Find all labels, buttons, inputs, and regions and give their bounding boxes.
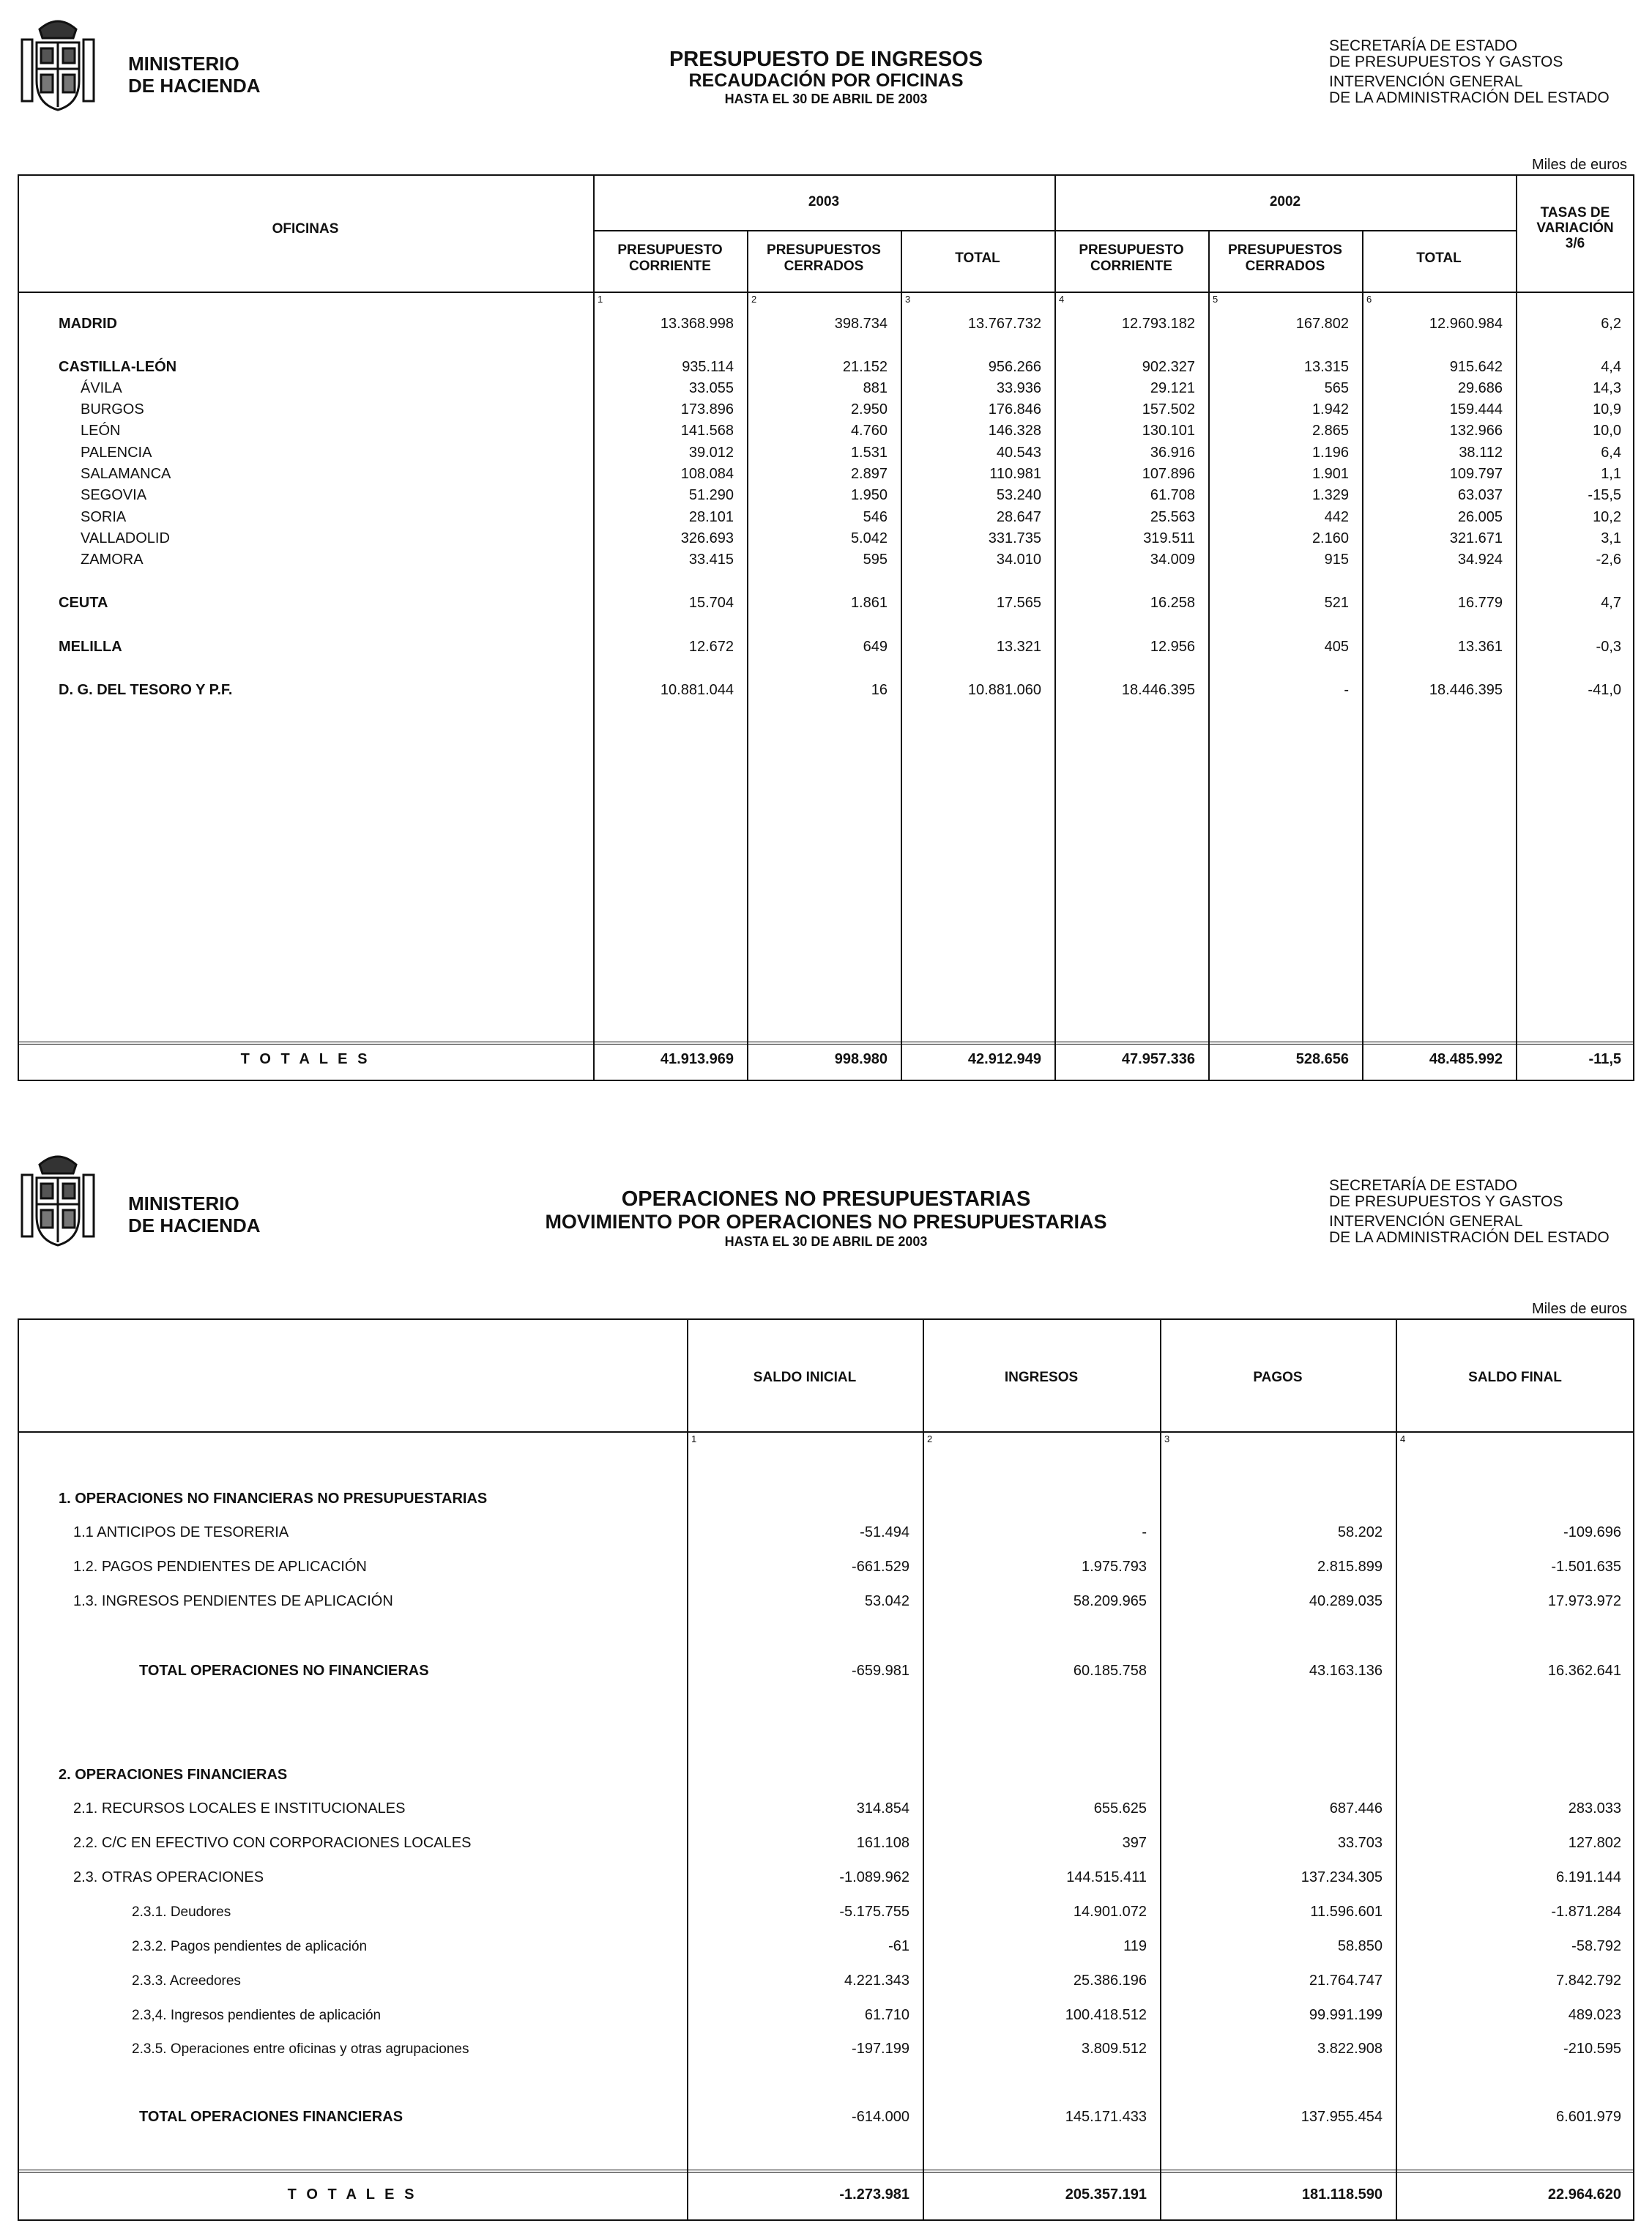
table-cell-value: -661.529 xyxy=(852,1559,909,1575)
table-cell-value: 2.160 xyxy=(1311,530,1349,546)
table-cell-value: 2.897 xyxy=(850,466,888,482)
table-cell-value: 405 xyxy=(1324,639,1349,655)
table-cell-value: 18.446.395 xyxy=(1429,682,1503,698)
table-cell-value: 137.234.305 xyxy=(1301,1869,1383,1885)
column-divider xyxy=(1160,1318,1161,2221)
table-cell-value: 397 xyxy=(1122,1835,1147,1851)
table-cell-value: 40.289.035 xyxy=(1309,1593,1383,1609)
report-subtitle: MOVIMIENTO POR OPERACIONES NO PRESUPUESTARIAS xyxy=(545,1211,1107,1233)
operation-name: TOTAL OPERACIONES NO FINANCIERAS xyxy=(139,1663,429,1679)
year-header-2002: 2002 xyxy=(1269,194,1301,209)
table-cell-value: 13.767.732 xyxy=(967,316,1041,332)
table-cell-value: 1.942 xyxy=(1311,401,1349,418)
totals-value: 41.913.969 xyxy=(660,1051,734,1067)
table-cell-value: 107.896 xyxy=(1142,466,1195,482)
office-name: BURGOS xyxy=(81,401,144,418)
table-cell-value: 283.033 xyxy=(1568,1800,1621,1817)
table-cell-value: 7.842.792 xyxy=(1556,1973,1621,1989)
table-cell-value: -197.199 xyxy=(852,2041,909,2057)
table-cell-value: 13.361 xyxy=(1457,639,1503,655)
table-cell-value: 157.502 xyxy=(1142,401,1195,418)
table-cell-value: 1,1 xyxy=(1601,466,1621,482)
table-cell-value: 1.861 xyxy=(850,595,888,611)
table-cell-value: 145.171.433 xyxy=(1065,2109,1147,2125)
table-cell-value: 34.010 xyxy=(996,552,1041,568)
table-cell-value: 17.565 xyxy=(996,595,1041,611)
table-cell-value: 38.112 xyxy=(1459,445,1503,461)
table-cell-value: 649 xyxy=(863,639,888,655)
table-cell-value: 2.815.899 xyxy=(1317,1559,1383,1575)
table-cell-value: 331.735 xyxy=(988,530,1041,546)
header-divider xyxy=(18,1431,1634,1433)
column-number: 5 xyxy=(1213,294,1218,305)
table-cell-value: 26.005 xyxy=(1457,509,1503,525)
totals-value: 205.357.191 xyxy=(1065,2186,1147,2203)
units-label: Miles de euros xyxy=(1531,157,1627,173)
table-cell-value: 655.625 xyxy=(1093,1800,1147,1817)
office-name: SORIA xyxy=(81,509,127,525)
table-cell-value: 3.822.908 xyxy=(1317,2041,1383,2057)
operation-name: 2.2. C/C EN EFECTIVO CON CORPORACIONES LOCALES xyxy=(73,1835,472,1851)
subcolumn-header: CERRADOS xyxy=(784,259,864,274)
table-cell-value: 176.846 xyxy=(988,401,1041,418)
table-cell-value: 58.202 xyxy=(1337,1524,1383,1540)
table-cell-value: 58.850 xyxy=(1337,1938,1383,1954)
table-cell-value: 4,4 xyxy=(1601,359,1621,375)
column-number: 4 xyxy=(1400,1433,1406,1444)
operation-name: 2.3.1. Deudores xyxy=(132,1904,231,1920)
operation-name: TOTAL OPERACIONES FINANCIERAS xyxy=(139,2109,403,2125)
subcolumn-header: CERRADOS xyxy=(1245,259,1325,274)
column-divider xyxy=(1396,1318,1397,2221)
column-header: INGRESOS xyxy=(1004,1370,1079,1385)
table-cell-value: 108.084 xyxy=(680,466,734,482)
table-cell-value: 110.981 xyxy=(989,466,1041,482)
table-cell-value: -5.175.755 xyxy=(839,1904,909,1920)
table-frame xyxy=(18,174,1634,1081)
column-number: 2 xyxy=(927,1433,933,1444)
table-cell-value: 36.916 xyxy=(1150,445,1195,461)
table-cell-value: 595 xyxy=(863,552,888,568)
table-cell-value: 99.991.199 xyxy=(1309,2007,1383,2023)
table-cell-value: 16.362.641 xyxy=(1547,1663,1621,1679)
ministry-name: MINISTERIO DE HACIENDA xyxy=(128,53,261,97)
table-cell-value: -1.089.962 xyxy=(839,1869,909,1885)
table-cell-value: -61 xyxy=(888,1938,909,1954)
column-header: SALDO INICIAL xyxy=(753,1370,857,1385)
table-cell-value: 16 xyxy=(871,682,888,698)
office-name: ZAMORA xyxy=(81,552,144,568)
header-divider xyxy=(18,292,1634,293)
operation-name: 2.3.3. Acreedores xyxy=(132,1973,241,1989)
report-title: PRESUPUESTO DE INGRESOS xyxy=(669,48,983,71)
subcolumn-header: TOTAL xyxy=(1416,251,1462,266)
table-cell-value: 4,7 xyxy=(1601,595,1621,611)
secretaria-block: SECRETARÍA DE ESTADO DE PRESUPUESTOS Y GASTOS INTERVENCIÓN GENERAL DE LA ADMINISTRACIÓN DEL ESTADO xyxy=(1329,1177,1610,1246)
operation-name: 1. OPERACIONES NO FINANCIERAS NO PRESUPUESTARIAS xyxy=(59,1491,488,1507)
table-cell-value: 127.802 xyxy=(1568,1835,1621,1851)
table-cell-value: 1.901 xyxy=(1311,466,1349,482)
table-cell-value: 3,1 xyxy=(1601,530,1621,546)
table-cell-value: 53.042 xyxy=(864,1593,909,1609)
column-number: 2 xyxy=(751,294,757,305)
subcolumn-header: PRESUPUESTOS xyxy=(767,242,881,258)
table-cell-value: 100.418.512 xyxy=(1065,2007,1147,2023)
table-cell-value: 17.973.972 xyxy=(1547,1593,1621,1609)
table-cell-value: 34.009 xyxy=(1150,552,1195,568)
table-cell-value: 12.793.182 xyxy=(1121,316,1195,332)
table-cell-value: 442 xyxy=(1324,509,1349,525)
column-number: 6 xyxy=(1366,294,1372,305)
table-cell-value: 39.012 xyxy=(688,445,734,461)
table-cell-value: 881 xyxy=(863,380,888,396)
office-name: SEGOVIA xyxy=(81,487,147,503)
table-cell-value: -109.696 xyxy=(1563,1524,1621,1540)
table-cell-value: 21.152 xyxy=(842,359,888,375)
office-name: CEUTA xyxy=(59,595,108,611)
totals-label: T O T A L E S xyxy=(287,2186,417,2203)
table-cell-value: 14.901.072 xyxy=(1073,1904,1147,1920)
totals-value: -1.273.981 xyxy=(839,2186,909,2203)
operation-name: 2.3.5. Operaciones entre oficinas y otras agrupaciones xyxy=(132,2041,469,2057)
table-cell-value: -41,0 xyxy=(1588,682,1621,698)
table-cell-value: 25.386.196 xyxy=(1073,1973,1147,1989)
column-number: 3 xyxy=(1164,1433,1170,1444)
table-cell-value: 119 xyxy=(1123,1938,1147,1954)
table-cell-value: -0,3 xyxy=(1596,639,1621,655)
column-header: PAGOS xyxy=(1253,1370,1303,1385)
column-number: 1 xyxy=(598,294,603,305)
table-cell-value: 12.672 xyxy=(688,639,734,655)
table-cell-value: 398.734 xyxy=(834,316,888,332)
table-cell-value: 314.854 xyxy=(856,1800,909,1817)
table-cell-value: 6.601.979 xyxy=(1556,2109,1621,2125)
table-cell-value: 489.023 xyxy=(1568,2007,1621,2023)
table-cell-value: 33.936 xyxy=(996,380,1041,396)
totals-divider xyxy=(18,1042,1634,1045)
table-cell-value: 6,4 xyxy=(1601,445,1621,461)
table-cell-value: -1.501.635 xyxy=(1551,1559,1621,1575)
table-cell-value: 6.191.144 xyxy=(1556,1869,1621,1885)
subcolumn-header: PRESUPUESTO xyxy=(617,242,723,258)
column-header-tasas: TASAS DE xyxy=(1540,205,1610,220)
column-divider xyxy=(923,1318,924,2221)
table-cell-value: 1.329 xyxy=(1311,487,1349,503)
totals-value: 48.485.992 xyxy=(1429,1051,1503,1067)
table-cell-value: 10,9 xyxy=(1593,401,1621,418)
report-date: HASTA EL 30 DE ABRIL DE 2003 xyxy=(724,92,928,106)
column-divider xyxy=(1516,174,1517,1081)
ministry-name: MINISTERIO DE HACIENDA xyxy=(128,1192,261,1236)
table-cell-value: 1.975.793 xyxy=(1082,1559,1147,1575)
table-cell-value: 159.444 xyxy=(1449,401,1503,418)
operation-name: 2. OPERACIONES FINANCIERAS xyxy=(59,1767,288,1783)
table-cell-value: 137.955.454 xyxy=(1301,2109,1383,2125)
column-number: 4 xyxy=(1059,294,1065,305)
table-cell-value: 1.950 xyxy=(850,487,888,503)
table-cell-value: 319.511 xyxy=(1143,530,1195,546)
office-name: CASTILLA-LEÓN xyxy=(59,359,177,375)
table-cell-value: 60.185.758 xyxy=(1073,1663,1147,1679)
table-cell-value: 18.446.395 xyxy=(1121,682,1195,698)
table-cell-value: 956.266 xyxy=(988,359,1041,375)
table-cell-value: 6,2 xyxy=(1601,316,1621,332)
table-cell-value: 3.809.512 xyxy=(1082,2041,1147,2057)
table-cell-value: -1.871.284 xyxy=(1551,1904,1621,1920)
table-cell-value: 11.596.601 xyxy=(1310,1904,1383,1920)
table-cell-value: 130.101 xyxy=(1142,423,1195,439)
table-cell-value: 4.760 xyxy=(850,423,888,439)
table-cell-value: 141.568 xyxy=(680,423,734,439)
table-cell-value: 13.315 xyxy=(1303,359,1349,375)
table-cell-value: 16.779 xyxy=(1457,595,1503,611)
operation-name: 2.3.2. Pagos pendientes de aplicación xyxy=(132,1939,368,1954)
table-cell-value: 13.321 xyxy=(996,639,1041,655)
subcolumn-header: CORRIENTE xyxy=(1090,259,1172,274)
totals-value: -11,5 xyxy=(1588,1051,1621,1067)
column-number: 3 xyxy=(905,294,911,305)
office-name: PALENCIA xyxy=(81,445,152,461)
table-cell-value: 4.221.343 xyxy=(844,1973,909,1989)
table-cell-value: 13.368.998 xyxy=(660,316,734,332)
year-header-2003: 2003 xyxy=(808,194,840,209)
table-cell-value: 33.703 xyxy=(1337,1835,1383,1851)
table-cell-value: 61.708 xyxy=(1150,487,1195,503)
table-cell-value: 33.415 xyxy=(688,552,734,568)
table-cell-value: 61.710 xyxy=(864,2007,909,2023)
table-cell-value: 144.515.411 xyxy=(1066,1869,1147,1885)
office-name: MELILLA xyxy=(59,639,122,655)
office-name: SALAMANCA xyxy=(81,466,171,482)
table-cell-value: 12.956 xyxy=(1150,639,1195,655)
subcolumn-header: PRESUPUESTOS xyxy=(1228,242,1342,258)
report-title: OPERACIONES NO PRESUPUESTARIAS xyxy=(621,1187,1031,1211)
table-cell-value: 109.797 xyxy=(1449,466,1503,482)
operation-name: 2.1. RECURSOS LOCALES E INSTITUCIONALES xyxy=(73,1800,406,1817)
office-name: VALLADOLID xyxy=(81,530,170,546)
table-cell-value: 15.704 xyxy=(688,595,734,611)
table-cell-value: - xyxy=(1142,1524,1147,1540)
table-cell-value: -659.981 xyxy=(852,1663,909,1679)
operation-name: 1.1 ANTICIPOS DE TESORERIA xyxy=(73,1524,289,1540)
table-cell-value: 29.121 xyxy=(1150,380,1195,396)
table-cell-value: -210.595 xyxy=(1563,2041,1621,2057)
table-cell-value: 43.163.136 xyxy=(1309,1663,1383,1679)
table-cell-value: 1.531 xyxy=(850,445,888,461)
table-cell-value: 132.966 xyxy=(1449,423,1503,439)
table-cell-value: 58.209.965 xyxy=(1073,1593,1147,1609)
table-cell-value: 321.671 xyxy=(1449,530,1503,546)
table-cell-value: 51.290 xyxy=(688,487,734,503)
table-cell-value: 687.446 xyxy=(1329,1800,1383,1817)
office-name: ÁVILA xyxy=(81,380,122,396)
table-cell-value: -51.494 xyxy=(860,1524,909,1540)
table-cell-value: 173.896 xyxy=(680,401,734,418)
table-cell-value: 53.240 xyxy=(996,487,1041,503)
table-cell-value: 28.101 xyxy=(688,509,734,525)
table-cell-value: 161.108 xyxy=(856,1835,909,1851)
table-cell-value: 5.042 xyxy=(850,530,888,546)
table-cell-value: 565 xyxy=(1324,380,1349,396)
table-cell-value: 63.037 xyxy=(1457,487,1503,503)
table-cell-value: 29.686 xyxy=(1457,380,1503,396)
column-header: SALDO FINAL xyxy=(1468,1370,1562,1385)
totals-value: 42.912.949 xyxy=(967,1051,1041,1067)
table-cell-value: 915.642 xyxy=(1449,359,1503,375)
table-cell-value: - xyxy=(1344,682,1349,698)
table-cell-value: -15,5 xyxy=(1588,487,1621,503)
report-subtitle: RECAUDACIÓN POR OFICINAS xyxy=(688,70,964,91)
subcolumn-header: PRESUPUESTO xyxy=(1079,242,1184,258)
table-cell-value: 521 xyxy=(1324,595,1349,611)
column-header-tasas: 3/6 xyxy=(1565,236,1585,251)
table-cell-value: 915 xyxy=(1324,552,1349,568)
table-cell-value: 12.960.984 xyxy=(1429,316,1503,332)
totals-value: 22.964.620 xyxy=(1547,2186,1621,2203)
totals-value: 181.118.590 xyxy=(1301,2186,1383,2203)
column-divider xyxy=(593,174,595,1081)
secretaria-block: SECRETARÍA DE ESTADO DE PRESUPUESTOS Y GASTOS INTERVENCIÓN GENERAL DE LA ADMINISTRACIÓN DEL ESTADO xyxy=(1329,37,1610,106)
operation-name: 1.2. PAGOS PENDIENTES DE APLICACIÓN xyxy=(73,1559,367,1575)
table-cell-value: 10.881.044 xyxy=(660,682,734,698)
table-cell-value: 34.924 xyxy=(1457,552,1503,568)
table-cell-value: 1.196 xyxy=(1311,445,1349,461)
column-header-oficinas: OFICINAS xyxy=(272,221,339,237)
table-cell-value: 326.693 xyxy=(680,530,734,546)
table-cell-value: 10,0 xyxy=(1593,423,1621,439)
table-cell-value: -614.000 xyxy=(852,2109,909,2125)
table-cell-value: -58.792 xyxy=(1571,1938,1621,1954)
subcolumn-header: TOTAL xyxy=(955,251,1000,266)
column-header-tasas: VARIACIÓN xyxy=(1536,220,1614,236)
table-cell-value: 33.055 xyxy=(688,380,734,396)
report-date: HASTA EL 30 DE ABRIL DE 2003 xyxy=(724,1234,928,1249)
operation-name: 2.3,4. Ingresos pendientes de aplicación xyxy=(132,2008,382,2023)
table-cell-value: 546 xyxy=(863,509,888,525)
table-cell-value: 40.543 xyxy=(996,445,1041,461)
column-divider xyxy=(1054,174,1056,1081)
table-cell-value: 2.865 xyxy=(1311,423,1349,439)
totals-value: 47.957.336 xyxy=(1121,1051,1195,1067)
table-cell-value: -2,6 xyxy=(1596,552,1621,568)
operation-name: 1.3. INGRESOS PENDIENTES DE APLICACIÓN xyxy=(73,1593,393,1609)
table-cell-value: 167.802 xyxy=(1295,316,1349,332)
subcolumn-header: CORRIENTE xyxy=(629,259,711,274)
table-cell-value: 21.764.747 xyxy=(1309,1973,1383,1989)
table-cell-value: 25.563 xyxy=(1150,509,1195,525)
totals-value: 528.656 xyxy=(1295,1051,1349,1067)
table-cell-value: 2.950 xyxy=(850,401,888,418)
office-name: D. G. DEL TESORO Y P.F. xyxy=(59,682,233,698)
table-cell-value: 10,2 xyxy=(1593,509,1621,525)
units-label: Miles de euros xyxy=(1531,1301,1627,1317)
totals-divider xyxy=(18,2170,1634,2173)
totals-value: 998.980 xyxy=(834,1051,888,1067)
table-cell-value: 14,3 xyxy=(1593,380,1621,396)
table-cell-value: 902.327 xyxy=(1142,359,1195,375)
table-cell-value: 28.647 xyxy=(996,509,1041,525)
totals-label: T O T A L E S xyxy=(240,1051,371,1067)
office-name: LEÓN xyxy=(81,423,121,439)
operation-name: 2.3. OTRAS OPERACIONES xyxy=(73,1869,264,1885)
table-cell-value: 935.114 xyxy=(682,359,734,375)
table-cell-value: 146.328 xyxy=(988,423,1041,439)
office-name: MADRID xyxy=(59,316,117,332)
column-number: 1 xyxy=(691,1433,697,1444)
table-cell-value: 10.881.060 xyxy=(967,682,1041,698)
column-divider xyxy=(687,1318,688,2221)
table-cell-value: 16.258 xyxy=(1150,595,1195,611)
